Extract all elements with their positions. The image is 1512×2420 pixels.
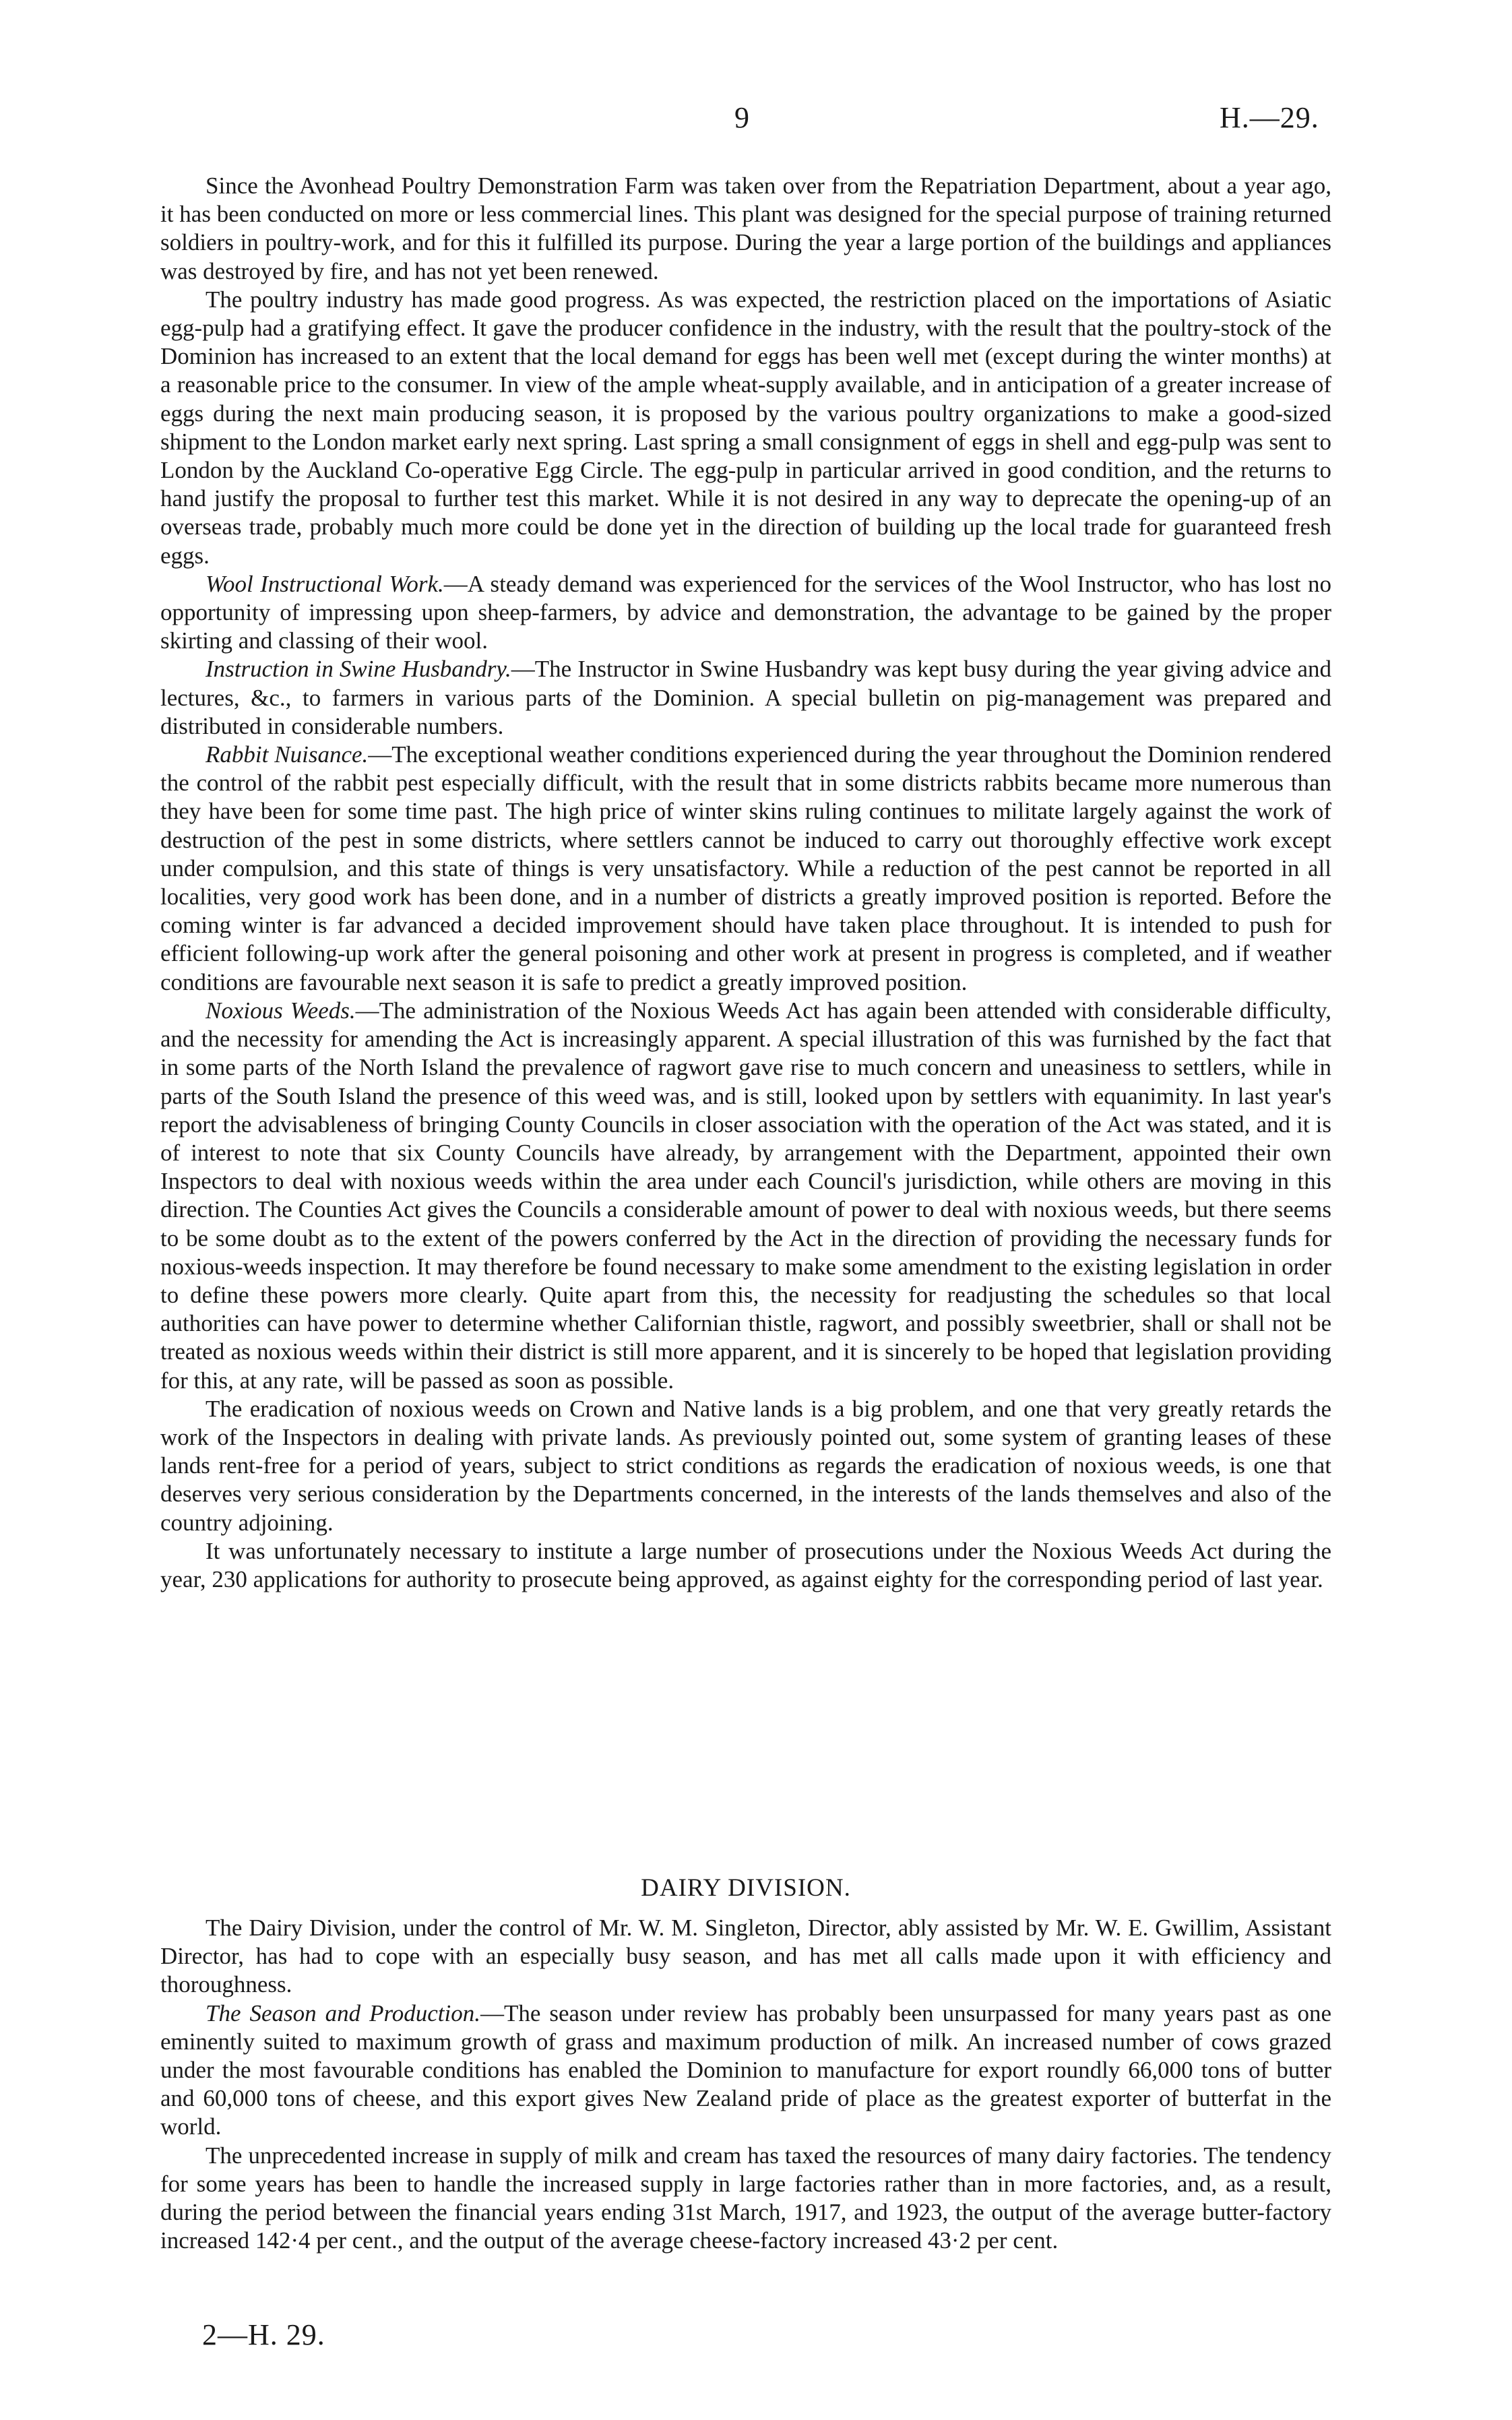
footer-signature: 2—H. 29.: [202, 2318, 325, 2351]
section-heading-dairy-division: DAIRY DIVISION.: [641, 1874, 851, 1902]
paragraph-dairy-intro: The Dairy Division, under the control of Mr. W. M. Singleton, Director, ably assisted by Mr. W. E. Gwillim, Assistant Director, has had to cope with an especially busy season, and has met all calls made upon it with efficiency and thoroughness.: [160, 1915, 1331, 1998]
subheading-wool: Wool Instructional Work.: [206, 570, 444, 597]
paragraph-wool-instructional-work: Wool Instructional Work.—A steady demand was experienced for the services of the Wool Instructor, who has lost no opportunity of impressing upon sheep-farmers, by advice and demonstration, the advantage to be gained by the proper skirting and classing of their wool.: [160, 570, 1331, 654]
subheading-swine: Instruction in Swine Husbandry.: [206, 656, 511, 683]
paragraph-avonhead: Since the Avonhead Poultry Demonstration Farm was taken over from the Repatriation Department, about a year ago, it has been conducted on more or less commercial lines. This plant was designed for the special purpose of training returned soldiers in poultry-work, and for this it fulfilled its purpose. During the year a large portion of the buildings and appliances was destroyed by fire, and has not yet been renewed.: [160, 173, 1331, 284]
paragraph-poultry-industry: The poultry industry has made good progress. As was expected, the restriction placed on the importations of Asiatic egg-pulp had a gratifying effect. It gave the producer confidence in the industry, with the result that the poultry-stock of the Dominion has increased to an extent that the local demand for eggs has been well met (except during the winter months) at a reasonable price to the consumer. In view of the ample wheat-supply available, and in anticipation of a greater increase of eggs during the next main producing season, it is proposed by the various poultry organizations to make a good-sized shipment to the London market early next spring. Last spring a small consignment of eggs in shell and egg-pulp was sent to London by the Auckland Co-operative Egg Circle. The egg-pulp in particular arrived in good condition, and the returns to hand justify the proposal to further test this market. While it is not desired in any way to deprecate the opening-up of an overseas trade, probably much more could be done yet in the direction of building up the local trade for guaranteed fresh eggs.: [160, 286, 1331, 569]
subheading-season: The Season and Production.: [206, 1999, 481, 2026]
paragraph-factory-output: The unprecedented increase in supply of milk and cream has taxed the resources of many dairy factories. The tendency for some years has been to handle the increased supply in large factories rather than in more factories, and, as a result, during the period between the financial years ending 31st March, 1917, and 1923, the output of the average butter-factory increased 142·4 per cent., and the output of the average cheese-factory increased 43·2 per cent.: [160, 2142, 1331, 2254]
subheading-noxious-weeds: Noxious Weeds.: [206, 997, 356, 1024]
paragraph-noxious-weeds: Noxious Weeds.—The administration of the Noxious Weeds Act has again been attended with considerable difficulty, and the necessity for amending the Act is increasingly apparent. A special illustration of this was furnished by the fact that in some parts of the North Island the prevalence of ragwort gave rise to much concern and uneasiness to settlers, while in parts of the South Island the presence of this weed was, and is still, looked upon by settlers with equanimity. In last year's report the advisableness of bringing County Councils in closer association with the operation of the Act was stated, and it is of interest to note that six County Councils have already, by arrangement with the Department, appointed their own Inspectors to deal with noxious weeds within the area under each Council's jurisdiction, while others are moving in this direction. The Counties Act gives the Councils a considerable amount of power to deal with noxious weeds, but there seems to be some doubt as to the extent of the powers conferred by the Act in the direction of providing the necessary funds for noxious-weeds inspection. It may therefore be found necessary to make some amendment to the existing legislation in order to define these powers more clearly. Quite apart from this, the necessity for readjusting the schedules so that local authorities can have power to determine whether Californian thistle, ragwort, and possibly sweetbrier, shall or shall not be treated as noxious weeds within their district is still more apparent, and it is sincerely to be hoped that legislation providing for this, at any rate, will be passed as soon as possible.: [160, 997, 1331, 1394]
paragraph-swine-husbandry: Instruction in Swine Husbandry.—The Instructor in Swine Husbandry was kept busy during the year giving advice and lectures, &c., to farmers in various parts of the Dominion. A special bulletin on pig-management was prepared and distributed in considerable numbers.: [160, 656, 1331, 739]
document-code: H.—29.: [1220, 101, 1319, 134]
dairy-section: [160, 1914, 1331, 2255]
page-number: 9: [734, 101, 749, 134]
paragraph-prosecutions: It was unfortunately necessary to institute a large number of prosecutions under the Noxious Weeds Act during the year, 230 applications for authority to prosecute being approved, as against eighty for the corresponding period of last year.: [160, 1537, 1331, 1592]
paragraph-season-production: The Season and Production.—The season under review has probably been unsurpassed for many years past as one eminently suited to maximum growth of grass and maximum production of milk. An increased number of cows grazed under the most favourable conditions has enabled the Dominion to manufacture for export roundly 66,000 tons of butter and 60,000 tons of cheese, and this export gives New Zealand pride of place as the greatest exporter of butterfat in the world.: [160, 1999, 1331, 2140]
body-text-section: [160, 172, 1331, 1594]
paragraph-rabbit-nuisance: Rabbit Nuisance.—The exceptional weather conditions experienced during the year throughout the Dominion rendered the control of the rabbit pest especially difficult, with the result that in some districts rabbits became more numerous than they have been for some time past. The high price of winter skins ruling continues to militate largely against the work of destruction of the pest in some districts, where settlers cannot be induced to carry out thoroughly effective work except under compulsion, and this state of things is very unsatisfactory. While a reduction of the pest cannot be reported in all localities, very good work has been done, and in a number of districts a greatly improved position is reported. Before the coming winter is far advanced a decided improvement should have taken place throughout. It is intended to push for efficient following-up work after the general poisoning and other work at present in progress is completed, and if weather conditions are favourable next season it is safe to predict a greatly improved position.: [160, 741, 1332, 995]
subheading-rabbit: Rabbit Nuisance.: [206, 741, 369, 768]
paragraph-crown-native-lands: The eradication of noxious weeds on Crown and Native lands is a big problem, and one that very greatly retards the work of the Inspectors in dealing with private lands. As previously pointed out, some system of granting leases of these lands rent-free for a period of years, subject to strict conditions as regards the eradication of noxious weeds, is one that deserves very serious consideration by the Departments concerned, in the interests of the lands themselves and also of the country adjoining.: [160, 1395, 1331, 1536]
